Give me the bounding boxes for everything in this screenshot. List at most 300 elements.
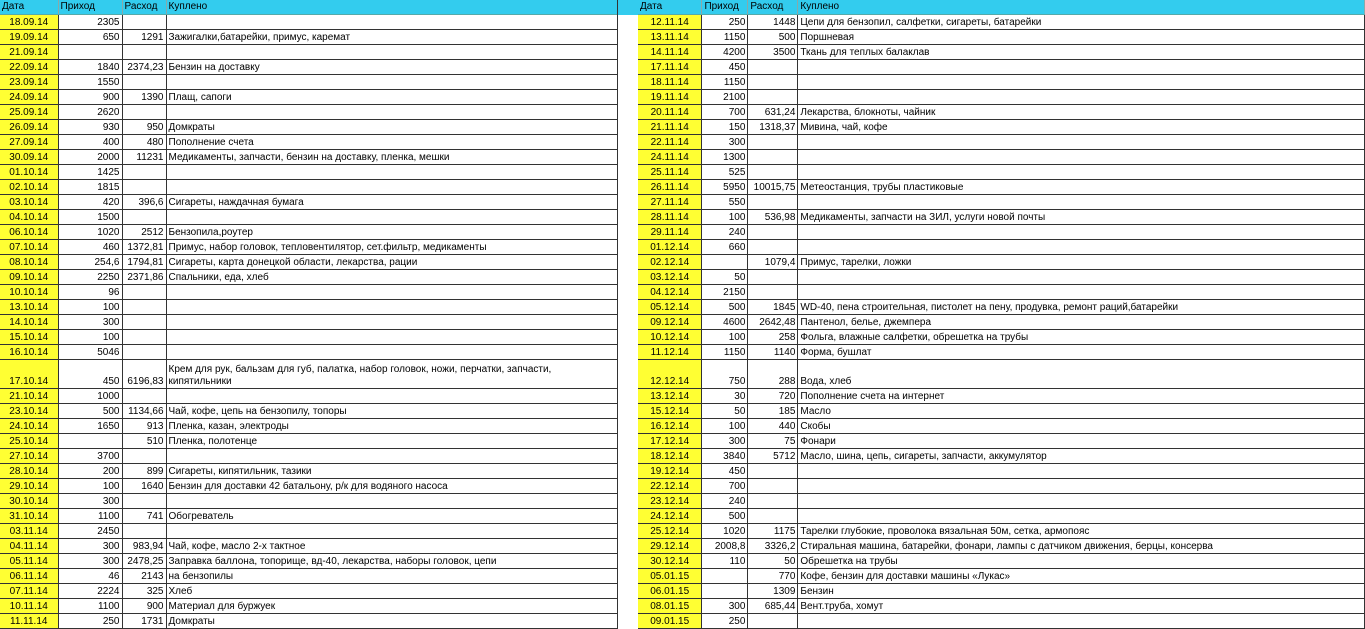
cell-bought[interactable]: Бензин для доставки 42 батальону, р/к для водяного насоса (166, 479, 617, 494)
cell-income[interactable]: 450 (702, 60, 748, 75)
column-header-bought[interactable]: Куплено (798, 0, 1365, 15)
cell-bought[interactable]: Фольга, влажные салфетки, обрешетка на трубы (798, 330, 1365, 345)
cell-income[interactable]: 1425 (58, 165, 122, 180)
cell-expense[interactable]: 2478,25 (122, 554, 166, 569)
cell-date[interactable]: 05.12.14 (638, 300, 702, 315)
cell-expense[interactable] (748, 150, 798, 165)
cell-bought[interactable]: Лекарства, блокноты, чайник (798, 105, 1365, 120)
cell-expense[interactable]: 185 (748, 404, 798, 419)
cell-bought[interactable]: Фонари (798, 434, 1365, 449)
cell-bought[interactable] (798, 135, 1365, 150)
cell-date[interactable]: 11.11.14 (0, 614, 58, 629)
cell-expense[interactable]: 685,44 (748, 599, 798, 614)
cell-expense[interactable]: 50 (748, 554, 798, 569)
cell-bought[interactable] (798, 270, 1365, 285)
cell-expense[interactable] (748, 225, 798, 240)
cell-date[interactable]: 07.11.14 (0, 584, 58, 599)
cell-income[interactable]: 930 (58, 120, 122, 135)
cell-expense[interactable]: 75 (748, 434, 798, 449)
cell-date[interactable]: 26.09.14 (0, 120, 58, 135)
cell-expense[interactable]: 2374,23 (122, 60, 166, 75)
cell-date[interactable]: 04.11.14 (0, 539, 58, 554)
cell-income[interactable]: 450 (58, 360, 122, 389)
cell-bought[interactable]: Крем для рук, бальзам для губ, палатка, набор головок, ножи, перчатки, запчасти, кипятильники (166, 360, 617, 389)
column-header-bought[interactable]: Куплено (166, 0, 617, 15)
cell-income[interactable]: 250 (702, 15, 748, 30)
cell-date[interactable]: 03.12.14 (638, 270, 702, 285)
cell-expense[interactable]: 396,6 (122, 195, 166, 210)
cell-expense[interactable] (748, 240, 798, 255)
cell-expense[interactable]: 1390 (122, 90, 166, 105)
cell-income[interactable]: 2250 (58, 270, 122, 285)
cell-date[interactable]: 28.11.14 (638, 210, 702, 225)
cell-date[interactable]: 25.12.14 (638, 524, 702, 539)
cell-expense[interactable]: 1291 (122, 30, 166, 45)
cell-expense[interactable] (748, 285, 798, 300)
cell-income[interactable]: 420 (58, 195, 122, 210)
cell-expense[interactable]: 480 (122, 135, 166, 150)
cell-bought[interactable]: Чай, кофе, масло 2-х тактное (166, 539, 617, 554)
cell-income[interactable]: 1150 (702, 30, 748, 45)
cell-expense[interactable]: 741 (122, 509, 166, 524)
cell-expense[interactable] (122, 15, 166, 30)
cell-date[interactable]: 14.11.14 (638, 45, 702, 60)
cell-bought[interactable]: Пополнение счета (166, 135, 617, 150)
cell-bought[interactable]: Хлеб (166, 584, 617, 599)
cell-bought[interactable]: Домкраты (166, 120, 617, 135)
cell-date[interactable]: 19.09.14 (0, 30, 58, 45)
cell-date[interactable]: 03.11.14 (0, 524, 58, 539)
cell-date[interactable]: 13.11.14 (638, 30, 702, 45)
cell-bought[interactable]: Скобы (798, 419, 1365, 434)
cell-date[interactable]: 09.12.14 (638, 315, 702, 330)
cell-date[interactable]: 24.12.14 (638, 509, 702, 524)
cell-expense[interactable]: 1794,81 (122, 255, 166, 270)
cell-income[interactable] (702, 584, 748, 599)
cell-income[interactable]: 100 (58, 300, 122, 315)
cell-expense[interactable] (748, 75, 798, 90)
cell-income[interactable]: 2450 (58, 524, 122, 539)
cell-date[interactable]: 23.12.14 (638, 494, 702, 509)
cell-expense[interactable]: 950 (122, 120, 166, 135)
cell-expense[interactable]: 983,94 (122, 539, 166, 554)
cell-bought[interactable]: Масло (798, 404, 1365, 419)
cell-bought[interactable] (798, 285, 1365, 300)
cell-income[interactable]: 525 (702, 165, 748, 180)
cell-income[interactable] (58, 434, 122, 449)
cell-date[interactable]: 14.10.14 (0, 315, 58, 330)
cell-date[interactable]: 27.09.14 (0, 135, 58, 150)
cell-income[interactable]: 200 (58, 464, 122, 479)
cell-bought[interactable]: Пополнение счета на интернет (798, 389, 1365, 404)
cell-expense[interactable] (748, 464, 798, 479)
cell-income[interactable]: 50 (702, 270, 748, 285)
cell-bought[interactable]: Обогреватель (166, 509, 617, 524)
cell-bought[interactable]: Обрешетка на трубы (798, 554, 1365, 569)
cell-income[interactable]: 2150 (702, 285, 748, 300)
cell-income[interactable]: 400 (58, 135, 122, 150)
cell-income[interactable]: 300 (702, 135, 748, 150)
cell-expense[interactable]: 899 (122, 464, 166, 479)
cell-expense[interactable]: 1372,81 (122, 240, 166, 255)
cell-bought[interactable]: Кофе, бензин для доставки машины «Лукас» (798, 569, 1365, 584)
cell-income[interactable]: 1300 (702, 150, 748, 165)
cell-bought[interactable]: Форма, бушлат (798, 345, 1365, 360)
cell-date[interactable]: 09.10.14 (0, 270, 58, 285)
cell-bought[interactable] (798, 75, 1365, 90)
cell-date[interactable]: 02.10.14 (0, 180, 58, 195)
cell-bought[interactable] (798, 614, 1365, 629)
cell-income[interactable]: 650 (58, 30, 122, 45)
cell-expense[interactable] (748, 614, 798, 629)
cell-bought[interactable]: Стиральная машина, батарейки, фонари, лампы с датчиком движения, берцы, консерва (798, 539, 1365, 554)
cell-date[interactable]: 25.09.14 (0, 105, 58, 120)
cell-expense[interactable]: 1175 (748, 524, 798, 539)
cell-expense[interactable]: 258 (748, 330, 798, 345)
cell-income[interactable]: 300 (58, 539, 122, 554)
cell-expense[interactable] (748, 509, 798, 524)
cell-bought[interactable]: Пленка, полотенце (166, 434, 617, 449)
cell-income[interactable]: 254,6 (58, 255, 122, 270)
cell-date[interactable]: 01.12.14 (638, 240, 702, 255)
cell-expense[interactable]: 510 (122, 434, 166, 449)
cell-bought[interactable] (166, 330, 617, 345)
cell-bought[interactable] (798, 165, 1365, 180)
cell-bought[interactable] (166, 45, 617, 60)
cell-date[interactable]: 22.11.14 (638, 135, 702, 150)
cell-income[interactable]: 30 (702, 389, 748, 404)
cell-bought[interactable]: Цепи для бензопил, салфетки, сигареты, батарейки (798, 15, 1365, 30)
cell-expense[interactable] (122, 45, 166, 60)
cell-date[interactable]: 31.10.14 (0, 509, 58, 524)
cell-date[interactable]: 12.11.14 (638, 15, 702, 30)
cell-bought[interactable]: Сигареты, наждачная бумага (166, 195, 617, 210)
cell-bought[interactable]: Вент.труба, хомут (798, 599, 1365, 614)
cell-expense[interactable]: 1640 (122, 479, 166, 494)
cell-income[interactable]: 96 (58, 285, 122, 300)
cell-expense[interactable] (122, 494, 166, 509)
cell-bought[interactable]: Бензин на доставку (166, 60, 617, 75)
cell-expense[interactable]: 2642,48 (748, 315, 798, 330)
cell-bought[interactable]: Материал для буржуек (166, 599, 617, 614)
cell-bought[interactable]: на бензопилы (166, 569, 617, 584)
cell-date[interactable]: 23.10.14 (0, 404, 58, 419)
cell-date[interactable]: 15.10.14 (0, 330, 58, 345)
cell-date[interactable]: 11.12.14 (638, 345, 702, 360)
cell-bought[interactable] (798, 479, 1365, 494)
cell-date[interactable]: 29.11.14 (638, 225, 702, 240)
cell-expense[interactable] (122, 345, 166, 360)
cell-expense[interactable]: 536,98 (748, 210, 798, 225)
cell-date[interactable]: 19.11.14 (638, 90, 702, 105)
cell-expense[interactable] (748, 195, 798, 210)
cell-income[interactable]: 2008,8 (702, 539, 748, 554)
cell-bought[interactable] (798, 240, 1365, 255)
cell-expense[interactable]: 325 (122, 584, 166, 599)
cell-income[interactable]: 300 (702, 599, 748, 614)
cell-bought[interactable] (798, 225, 1365, 240)
cell-bought[interactable] (166, 389, 617, 404)
cell-bought[interactable] (798, 90, 1365, 105)
cell-income[interactable]: 1550 (58, 75, 122, 90)
cell-income[interactable]: 5046 (58, 345, 122, 360)
cell-expense[interactable]: 1079,4 (748, 255, 798, 270)
cell-date[interactable]: 04.10.14 (0, 210, 58, 225)
cell-date[interactable]: 20.11.14 (638, 105, 702, 120)
cell-date[interactable]: 06.10.14 (0, 225, 58, 240)
cell-date[interactable]: 10.11.14 (0, 599, 58, 614)
cell-income[interactable] (702, 255, 748, 270)
cell-income[interactable]: 1000 (58, 389, 122, 404)
cell-income[interactable]: 100 (702, 210, 748, 225)
cell-income[interactable]: 4600 (702, 315, 748, 330)
cell-date[interactable]: 13.10.14 (0, 300, 58, 315)
cell-bought[interactable] (166, 75, 617, 90)
cell-expense[interactable] (748, 270, 798, 285)
cell-income[interactable]: 900 (58, 90, 122, 105)
cell-date[interactable]: 30.09.14 (0, 150, 58, 165)
cell-income[interactable]: 460 (58, 240, 122, 255)
cell-income[interactable]: 300 (58, 494, 122, 509)
cell-expense[interactable]: 3500 (748, 45, 798, 60)
cell-expense[interactable]: 1448 (748, 15, 798, 30)
cell-income[interactable]: 2224 (58, 584, 122, 599)
cell-date[interactable]: 13.12.14 (638, 389, 702, 404)
cell-expense[interactable]: 5712 (748, 449, 798, 464)
cell-bought[interactable] (166, 210, 617, 225)
cell-date[interactable]: 23.09.14 (0, 75, 58, 90)
cell-income[interactable]: 1500 (58, 210, 122, 225)
cell-bought[interactable] (166, 524, 617, 539)
cell-income[interactable]: 2305 (58, 15, 122, 30)
cell-bought[interactable] (166, 285, 617, 300)
cell-date[interactable]: 17.10.14 (0, 360, 58, 389)
cell-bought[interactable]: Сигареты, кипятильник, тазики (166, 464, 617, 479)
cell-bought[interactable]: Заправка баллона, топорище, вд-40, лекарства, наборы головок, цепи (166, 554, 617, 569)
cell-date[interactable]: 07.10.14 (0, 240, 58, 255)
cell-expense[interactable] (122, 165, 166, 180)
cell-income[interactable]: 110 (702, 554, 748, 569)
cell-date[interactable]: 27.11.14 (638, 195, 702, 210)
cell-date[interactable]: 28.10.14 (0, 464, 58, 479)
cell-income[interactable]: 250 (702, 614, 748, 629)
cell-date[interactable]: 24.09.14 (0, 90, 58, 105)
cell-expense[interactable] (748, 165, 798, 180)
cell-income[interactable]: 4200 (702, 45, 748, 60)
cell-date[interactable]: 16.12.14 (638, 419, 702, 434)
cell-bought[interactable]: Метеостанция, трубы пластиковые (798, 180, 1365, 195)
cell-expense[interactable]: 6196,83 (122, 360, 166, 389)
cell-income[interactable]: 1650 (58, 419, 122, 434)
cell-date[interactable]: 17.11.14 (638, 60, 702, 75)
cell-income[interactable]: 1100 (58, 509, 122, 524)
cell-date[interactable]: 25.11.14 (638, 165, 702, 180)
cell-income[interactable]: 240 (702, 494, 748, 509)
cell-expense[interactable]: 913 (122, 419, 166, 434)
column-header-date[interactable]: Дата (0, 0, 58, 15)
cell-expense[interactable] (122, 315, 166, 330)
cell-bought[interactable]: Сигареты, карта донецкой области, лекарства, рации (166, 255, 617, 270)
cell-income[interactable]: 1150 (702, 345, 748, 360)
cell-income[interactable]: 500 (702, 509, 748, 524)
cell-date[interactable]: 08.01.15 (638, 599, 702, 614)
cell-date[interactable]: 25.10.14 (0, 434, 58, 449)
cell-bought[interactable] (166, 15, 617, 30)
cell-date[interactable]: 05.01.15 (638, 569, 702, 584)
cell-expense[interactable] (122, 389, 166, 404)
cell-income[interactable]: 700 (702, 105, 748, 120)
cell-income[interactable]: 1020 (702, 524, 748, 539)
cell-expense[interactable]: 1318,37 (748, 120, 798, 135)
cell-income[interactable] (702, 569, 748, 584)
cell-bought[interactable]: Масло, шина, цепь, сигареты, запчасти, аккумулятор (798, 449, 1365, 464)
cell-expense[interactable]: 440 (748, 419, 798, 434)
column-header-expense[interactable]: Расход (122, 0, 166, 15)
cell-income[interactable]: 100 (58, 330, 122, 345)
cell-expense[interactable] (122, 210, 166, 225)
cell-date[interactable]: 05.11.14 (0, 554, 58, 569)
cell-date[interactable]: 30.12.14 (638, 554, 702, 569)
cell-bought[interactable] (798, 195, 1365, 210)
cell-date[interactable]: 29.12.14 (638, 539, 702, 554)
column-header-expense[interactable]: Расход (748, 0, 798, 15)
cell-bought[interactable] (798, 509, 1365, 524)
cell-income[interactable] (58, 45, 122, 60)
cell-date[interactable]: 09.01.15 (638, 614, 702, 629)
cell-income[interactable]: 500 (58, 404, 122, 419)
cell-date[interactable]: 21.11.14 (638, 120, 702, 135)
cell-income[interactable]: 1815 (58, 180, 122, 195)
cell-date[interactable]: 26.11.14 (638, 180, 702, 195)
cell-income[interactable]: 2100 (702, 90, 748, 105)
cell-income[interactable]: 150 (702, 120, 748, 135)
cell-expense[interactable] (122, 330, 166, 345)
cell-date[interactable]: 24.10.14 (0, 419, 58, 434)
cell-bought[interactable]: Медикаменты, запчасти, бензин на доставку, пленка, мешки (166, 150, 617, 165)
cell-expense[interactable] (122, 180, 166, 195)
cell-date[interactable]: 04.12.14 (638, 285, 702, 300)
cell-bought[interactable]: Медикаменты, запчасти на ЗИЛ, услуги новой почты (798, 210, 1365, 225)
cell-date[interactable]: 22.09.14 (0, 60, 58, 75)
cell-income[interactable]: 100 (58, 479, 122, 494)
cell-date[interactable]: 10.10.14 (0, 285, 58, 300)
cell-date[interactable]: 22.12.14 (638, 479, 702, 494)
cell-income[interactable]: 240 (702, 225, 748, 240)
cell-expense[interactable]: 3326,2 (748, 539, 798, 554)
cell-date[interactable]: 18.12.14 (638, 449, 702, 464)
cell-income[interactable]: 300 (58, 554, 122, 569)
cell-bought[interactable] (166, 300, 617, 315)
cell-income[interactable]: 550 (702, 195, 748, 210)
cell-date[interactable]: 27.10.14 (0, 449, 58, 464)
cell-income[interactable]: 500 (702, 300, 748, 315)
cell-bought[interactable]: Вода, хлеб (798, 360, 1365, 389)
cell-income[interactable]: 46 (58, 569, 122, 584)
cell-bought[interactable]: Чай, кофе, цепь на бензопилу, топоры (166, 404, 617, 419)
cell-bought[interactable] (166, 449, 617, 464)
cell-date[interactable]: 19.12.14 (638, 464, 702, 479)
cell-bought[interactable] (166, 180, 617, 195)
cell-date[interactable]: 03.10.14 (0, 195, 58, 210)
cell-income[interactable]: 2000 (58, 150, 122, 165)
cell-expense[interactable] (122, 75, 166, 90)
cell-income[interactable]: 5950 (702, 180, 748, 195)
cell-expense[interactable] (122, 105, 166, 120)
cell-bought[interactable]: Тарелки глубокие, проволока вязальная 50м, сетка, армопояс (798, 524, 1365, 539)
cell-date[interactable]: 02.12.14 (638, 255, 702, 270)
cell-date[interactable]: 01.10.14 (0, 165, 58, 180)
column-header-income[interactable]: Приход (702, 0, 748, 15)
cell-expense[interactable]: 10015,75 (748, 180, 798, 195)
cell-date[interactable]: 17.12.14 (638, 434, 702, 449)
cell-income[interactable]: 660 (702, 240, 748, 255)
cell-expense[interactable] (748, 479, 798, 494)
cell-bought[interactable] (798, 464, 1365, 479)
cell-date[interactable]: 08.10.14 (0, 255, 58, 270)
cell-bought[interactable]: Домкраты (166, 614, 617, 629)
cell-expense[interactable]: 631,24 (748, 105, 798, 120)
column-header-date[interactable]: Дата (638, 0, 702, 15)
cell-expense[interactable]: 2371,86 (122, 270, 166, 285)
cell-income[interactable]: 1150 (702, 75, 748, 90)
cell-income[interactable]: 50 (702, 404, 748, 419)
cell-expense[interactable]: 1140 (748, 345, 798, 360)
cell-bought[interactable] (166, 105, 617, 120)
cell-date[interactable]: 16.10.14 (0, 345, 58, 360)
column-header-income[interactable]: Приход (58, 0, 122, 15)
cell-bought[interactable] (798, 150, 1365, 165)
cell-expense[interactable] (122, 300, 166, 315)
cell-date[interactable]: 12.12.14 (638, 360, 702, 389)
cell-date[interactable]: 06.01.15 (638, 584, 702, 599)
cell-bought[interactable] (166, 165, 617, 180)
cell-expense[interactable]: 770 (748, 569, 798, 584)
cell-income[interactable]: 700 (702, 479, 748, 494)
cell-income[interactable]: 2620 (58, 105, 122, 120)
cell-expense[interactable]: 500 (748, 30, 798, 45)
cell-income[interactable]: 1100 (58, 599, 122, 614)
cell-expense[interactable]: 288 (748, 360, 798, 389)
cell-income[interactable]: 1020 (58, 225, 122, 240)
cell-income[interactable]: 3700 (58, 449, 122, 464)
cell-date[interactable]: 24.11.14 (638, 150, 702, 165)
cell-expense[interactable] (122, 285, 166, 300)
cell-date[interactable]: 21.09.14 (0, 45, 58, 60)
cell-bought[interactable]: Плащ, сапоги (166, 90, 617, 105)
cell-bought[interactable] (798, 494, 1365, 509)
cell-date[interactable]: 15.12.14 (638, 404, 702, 419)
cell-bought[interactable]: Примус, тарелки, ложки (798, 255, 1365, 270)
cell-expense[interactable] (122, 524, 166, 539)
cell-date[interactable]: 18.09.14 (0, 15, 58, 30)
cell-income[interactable]: 1840 (58, 60, 122, 75)
cell-date[interactable]: 21.10.14 (0, 389, 58, 404)
cell-date[interactable]: 29.10.14 (0, 479, 58, 494)
cell-bought[interactable]: Пленка, казан, электроды (166, 419, 617, 434)
cell-expense[interactable]: 720 (748, 389, 798, 404)
cell-bought[interactable]: Примус, набор головок, тепловентилятор, сет.фильтр, медикаменты (166, 240, 617, 255)
cell-expense[interactable]: 900 (122, 599, 166, 614)
cell-expense[interactable]: 1134,66 (122, 404, 166, 419)
cell-bought[interactable]: Спальники, еда, хлеб (166, 270, 617, 285)
cell-expense[interactable] (122, 449, 166, 464)
cell-bought[interactable]: Зажигалки,батарейки, примус, каремат (166, 30, 617, 45)
cell-expense[interactable] (748, 90, 798, 105)
cell-expense[interactable]: 11231 (122, 150, 166, 165)
cell-income[interactable]: 450 (702, 464, 748, 479)
cell-date[interactable]: 10.12.14 (638, 330, 702, 345)
cell-income[interactable]: 300 (58, 315, 122, 330)
